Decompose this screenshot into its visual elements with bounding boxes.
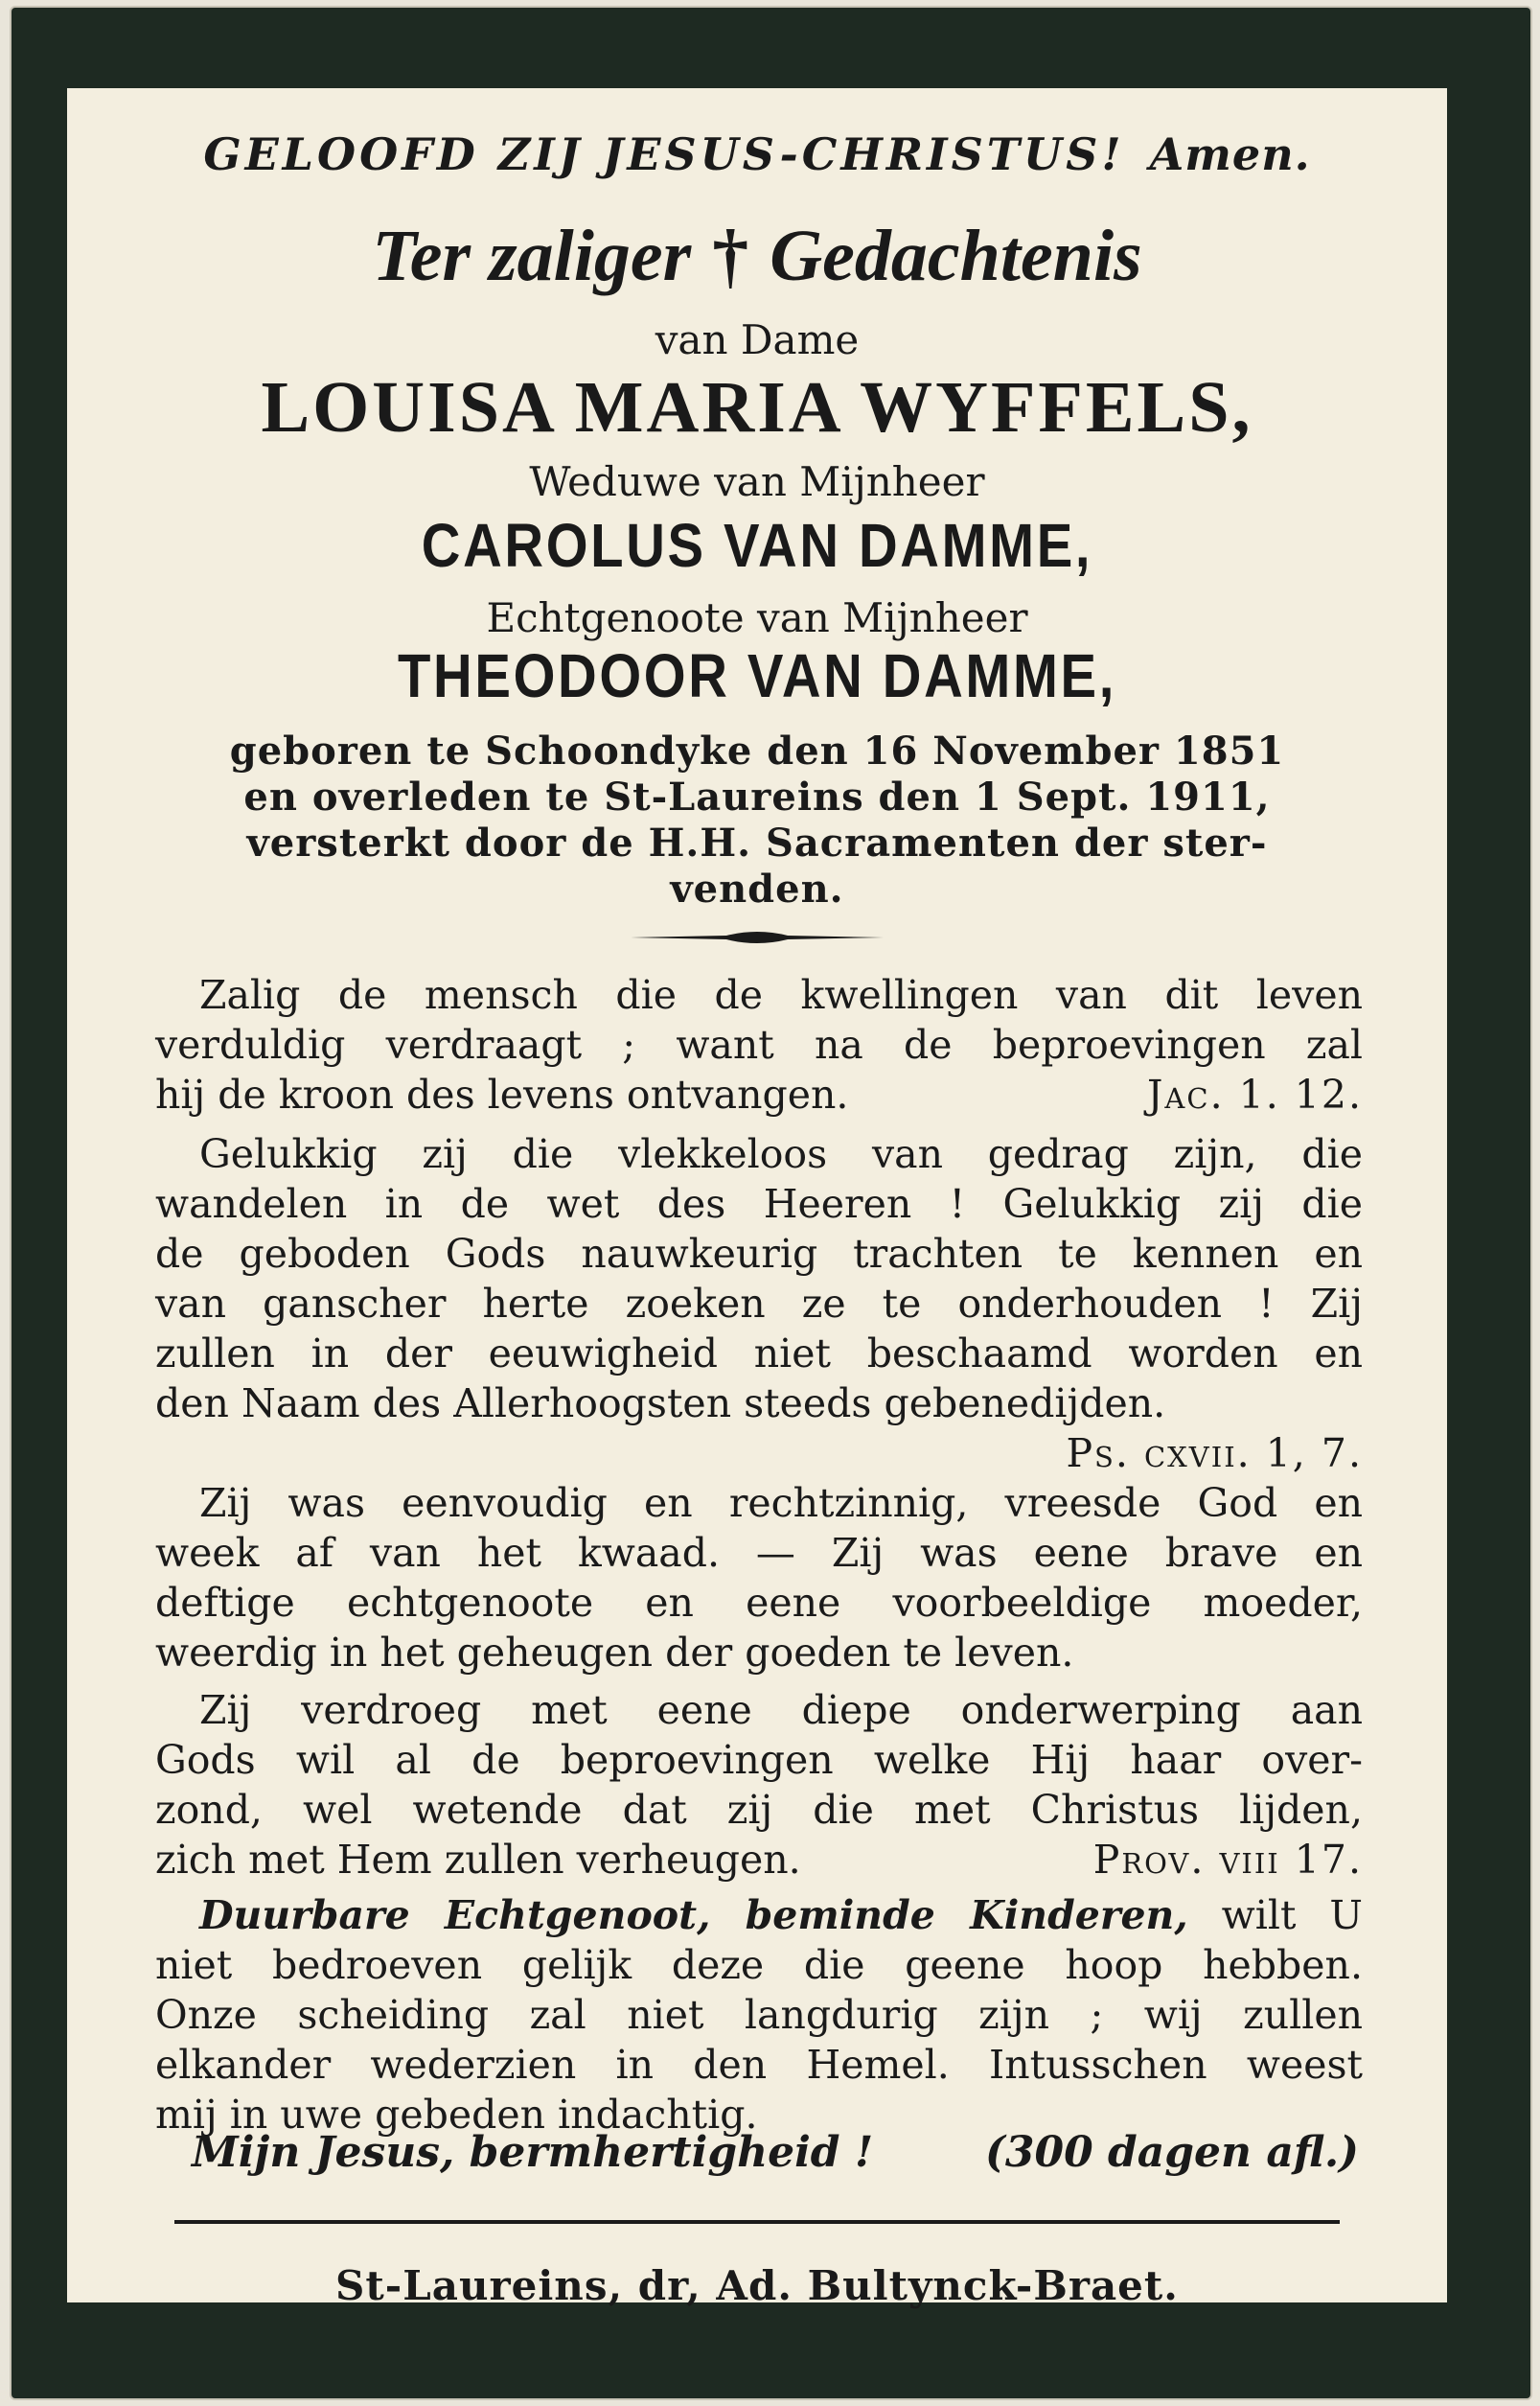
indulgence-note: (300 dagen afl.) <box>985 2128 1359 2177</box>
verse-line: hij de kroon des levens ontvangen. <box>155 1072 849 1118</box>
closing-prayer: Mijn Jesus, bermhertigheid ! <box>192 2128 874 2177</box>
heading-amen: Amen. <box>1149 128 1311 180</box>
verse-paragraph-4 <box>155 1685 1363 1885</box>
verse-line: zullen in der eeuwigheid niet beschaamd worden en <box>155 1330 1363 1377</box>
card-heading <box>67 128 1447 180</box>
heading-text: GELOOFD ZIJ JESUS-CHRISTUS! <box>203 128 1125 180</box>
scripture-reference: Jac. 1. 12. <box>1147 1072 1363 1118</box>
verse-line: elkander wederzien in den Hemel. Intusschen weest <box>155 2042 1363 2088</box>
verse-line: Zalig de mensch die de kwellingen van dit leven <box>199 972 1363 1018</box>
first-husband-name: CAROLUS VAN DAMME, <box>421 511 1093 580</box>
verse-line: Gods wil al de beproevingen welke Hij haar over- <box>155 1737 1363 1783</box>
van-dame-label: van Dame <box>655 316 860 363</box>
verse-line: de geboden Gods nauwkeurig trachten te kennen en <box>155 1231 1363 1277</box>
verse-line-with-ref <box>155 1835 1363 1885</box>
remembrance-left: Ter zaliger <box>372 216 692 296</box>
verse-line: wandelen in de wet des Heeren ! Gelukkig zij die <box>155 1181 1363 1227</box>
verse-line: weerdig in het geheugen der goeden te leven. <box>155 1630 1074 1676</box>
second-husband-name: THEODOOR VAN DAMME, <box>398 641 1116 710</box>
remembrance-title <box>67 215 1447 298</box>
verse-line-with-ref <box>155 1070 1363 1120</box>
address-lead: Duurbare Echtgenoot, beminde Kinderen, <box>199 1892 1188 1938</box>
cross-icon: † <box>712 216 749 296</box>
widow-of-label: Weduwe van Mijnheer <box>529 458 985 505</box>
address-rest: wilt U <box>1221 1892 1363 1938</box>
spouse-of-label: Echtgenoote van Mijnheer <box>486 594 1028 641</box>
verse-line: van ganscher herte zoeken ze te onderhouden ! Zij <box>155 1281 1363 1327</box>
memorial-card <box>67 88 1447 2309</box>
sacraments-line-end: venden. <box>670 867 844 912</box>
verse-line: Zij was eenvoudig en rechtzinnig, vreesde God en <box>199 1480 1363 1526</box>
deceased-name: LOUISA MARIA WYFFELS, <box>261 367 1253 448</box>
sacraments-line: versterkt door de H.H. Sacramenten der ster- <box>246 821 1268 866</box>
ornamental-divider <box>631 928 884 947</box>
verse-paragraph-5 <box>155 1890 1363 2140</box>
verse-line: niet bedroeven gelijk deze die geene hoop hebben. <box>155 1942 1363 1988</box>
verse-line: mij in uwe gebeden indachtig. <box>155 2092 758 2138</box>
verse-line: Gelukkig zij die vlekkeloos van gedrag zijn, die <box>199 1131 1363 1177</box>
verse-line: verduldig verdraagt ; want na de beproevingen zal <box>155 1022 1363 1068</box>
verse-line: Zij verdroeg met eene diepe onderwerping aan <box>199 1687 1363 1733</box>
verse-line: Onze scheiding zal niet langdurig zijn ; wij zullen <box>155 1992 1363 2038</box>
verse-line: zond, wel wetende dat zij die met Christus lijden, <box>155 1787 1363 1833</box>
death-line: en overleden te St-Laureins den 1 Sept. 1911, <box>243 775 1271 820</box>
birth-line: geboren te Schoondyke den 16 November 1851 <box>229 729 1285 774</box>
scripture-reference: Prov. viii 17. <box>1092 1837 1363 1883</box>
verse-paragraph-3 <box>155 1478 1363 1677</box>
footer-divider <box>174 2220 1340 2224</box>
verse-line: deftige echtgenoote en eene voorbeeldige moeder, <box>155 1580 1363 1626</box>
closing-line <box>192 2128 1359 2177</box>
verse-paragraph-1 <box>155 970 1363 1120</box>
printer-imprint: St-Laureins, dr, Ad. Bultynck-Braet. <box>335 2262 1179 2309</box>
verse-line: week af van het kwaad. — Zij was eene brave en <box>155 1530 1363 1576</box>
verse-paragraph-2 <box>155 1129 1363 1478</box>
verse-line: den Naam des Allerhoogsten steeds gebenedijden. <box>155 1380 1166 1426</box>
remembrance-right: Gedachtenis <box>770 216 1142 296</box>
verse-line: zich met Hem zullen verheugen. <box>155 1837 801 1883</box>
scripture-reference: Ps. cxvii. 1, 7. <box>1066 1430 1363 1476</box>
address-line <box>155 1890 1363 1940</box>
